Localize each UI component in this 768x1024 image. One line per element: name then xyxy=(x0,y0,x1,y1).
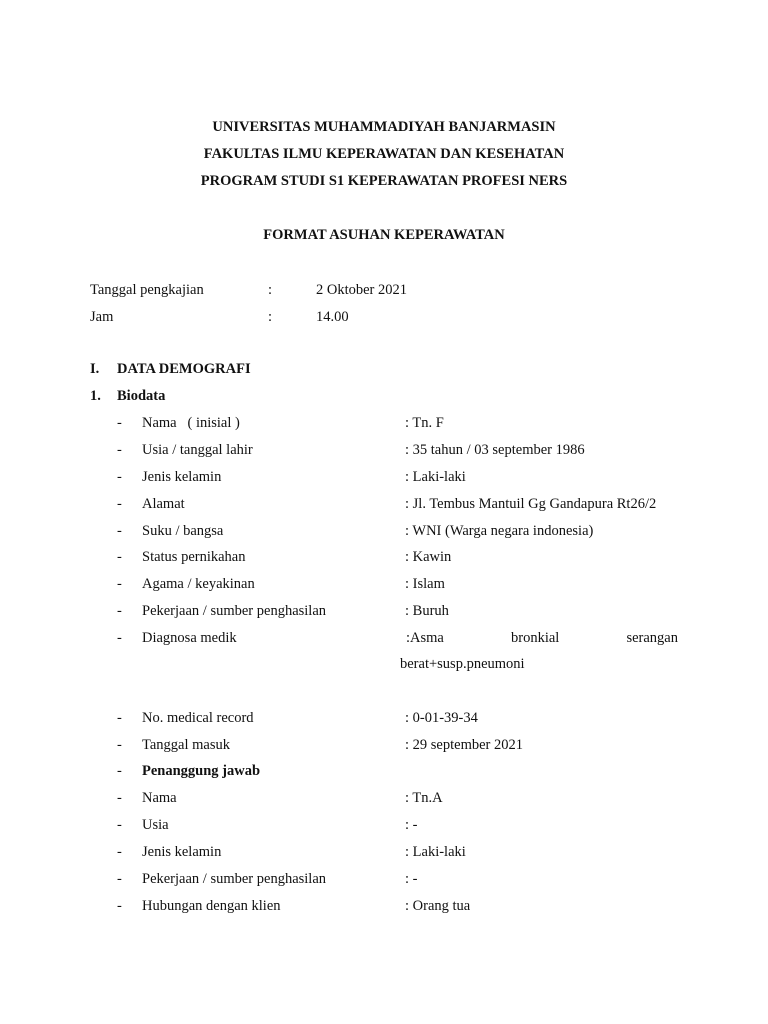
field-value: : 0-01-39-34 xyxy=(405,710,478,726)
field-label: Status pernikahan xyxy=(142,549,246,565)
list-dash: - xyxy=(117,576,122,592)
assessment-date-value: 2 Oktober 2021 xyxy=(316,282,408,298)
biodata-row xyxy=(0,708,768,728)
list-dash: - xyxy=(117,871,122,887)
guardian-row xyxy=(0,788,768,808)
field-label: Usia / tanggal lahir xyxy=(142,442,253,458)
assessment-date-label: Tanggal pengkajian xyxy=(90,282,204,298)
section-numeral: I. xyxy=(90,361,100,377)
field-value: : Kawin xyxy=(405,549,452,565)
field-label: Suku / bangsa xyxy=(142,523,224,539)
diagnosis-word: :Asma xyxy=(406,630,444,646)
field-label: Agama / keyakinan xyxy=(142,576,255,592)
subsection-number: 1. xyxy=(90,388,101,404)
list-dash: - xyxy=(117,898,122,914)
list-dash: - xyxy=(117,630,122,646)
diagnosis-row xyxy=(0,628,768,648)
field-label: Tanggal masuk xyxy=(142,737,230,753)
diagnosis-word: bronkial xyxy=(511,630,560,646)
field-value: : 29 september 2021 xyxy=(405,737,523,753)
guardian-row xyxy=(0,842,768,862)
field-label: Alamat xyxy=(142,496,185,512)
list-dash: - xyxy=(117,603,122,619)
biodata-row xyxy=(0,574,768,594)
list-dash: - xyxy=(117,496,122,512)
field-label: Jenis kelamin xyxy=(142,844,222,860)
guardian-row xyxy=(0,815,768,835)
field-value: : Buruh xyxy=(405,603,449,619)
guardian-heading: Penanggung jawab xyxy=(142,763,261,779)
list-dash: - xyxy=(117,442,122,458)
assessment-time-value: 14.00 xyxy=(316,309,349,325)
guardian-row xyxy=(0,896,768,916)
field-value: : Orang tua xyxy=(405,898,471,914)
field-value: : Laki-laki xyxy=(405,844,466,860)
assessment-date-separator: : xyxy=(268,282,273,298)
assessment-time-separator: : xyxy=(268,309,273,325)
guardian-row xyxy=(0,869,768,889)
diagnosis-word: serangan xyxy=(626,630,678,646)
biodata-row xyxy=(0,601,768,621)
university-name: UNIVERSITAS MUHAMMADIYAH BANJARMASIN xyxy=(212,119,556,135)
field-value: : 35 tahun / 03 september 1986 xyxy=(405,442,585,458)
field-value: : Jl. Tembus Mantuil Gg Gandapura Rt26/2 xyxy=(405,496,657,512)
section-title: DATA DEMOGRAFI xyxy=(117,361,251,377)
assessment-time-label: Jam xyxy=(90,309,114,325)
diagnosis-value-line1 xyxy=(406,628,678,648)
field-label: Usia xyxy=(142,817,169,833)
field-value: : Tn. F xyxy=(405,415,444,431)
field-value: : - xyxy=(405,871,418,887)
biodata-row xyxy=(0,440,768,460)
field-label: Nama ( inisial ) xyxy=(142,415,240,431)
subsection-title: Biodata xyxy=(117,388,166,404)
program-name: PROGRAM STUDI S1 KEPERAWATAN PROFESI NERS xyxy=(200,173,568,189)
field-label: No. medical record xyxy=(142,710,254,726)
form-title: FORMAT ASUHAN KEPERAWATAN xyxy=(263,227,505,243)
field-label: Diagnosa medik xyxy=(142,630,237,646)
list-dash: - xyxy=(117,844,122,860)
field-value: : Islam xyxy=(405,576,445,592)
list-dash: - xyxy=(117,790,122,806)
field-value: : Laki-laki xyxy=(405,469,466,485)
list-dash: - xyxy=(117,763,122,779)
field-label: Jenis kelamin xyxy=(142,469,222,485)
list-dash: - xyxy=(117,817,122,833)
list-dash: - xyxy=(117,523,122,539)
list-dash: - xyxy=(117,469,122,485)
biodata-row xyxy=(0,735,768,755)
field-label: Nama xyxy=(142,790,177,806)
list-dash: - xyxy=(117,710,122,726)
biodata-row xyxy=(0,494,768,514)
faculty-name: FAKULTAS ILMU KEPERAWATAN DAN KESEHATAN xyxy=(203,146,565,162)
field-label: Pekerjaan / sumber penghasilan xyxy=(142,603,327,619)
list-dash: - xyxy=(117,737,122,753)
field-value: : Tn.A xyxy=(405,790,443,806)
field-label: Pekerjaan / sumber penghasilan xyxy=(142,871,327,887)
list-dash: - xyxy=(117,415,122,431)
biodata-row xyxy=(0,547,768,567)
biodata-row xyxy=(0,521,768,541)
biodata-row xyxy=(0,413,768,433)
biodata-row xyxy=(0,467,768,487)
field-value: : - xyxy=(405,817,418,833)
diagnosis-value-line2: berat+susp.pneumoni xyxy=(400,656,525,672)
guardian-heading-row xyxy=(0,761,768,781)
field-label: Hubungan dengan klien xyxy=(142,898,281,914)
list-dash: - xyxy=(117,549,122,565)
field-value: : WNI (Warga negara indonesia) xyxy=(405,523,594,539)
